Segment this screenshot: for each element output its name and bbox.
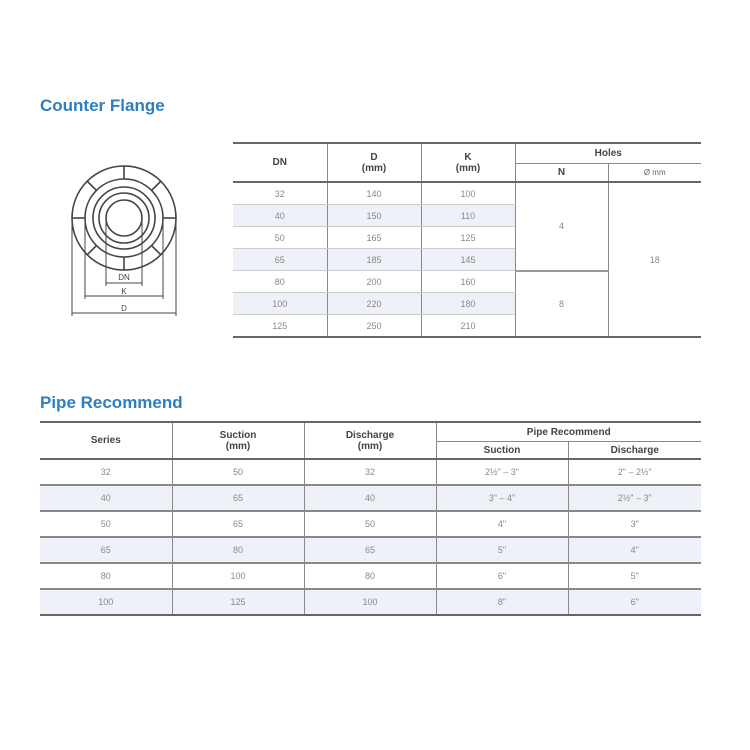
counter-flange-table	[233, 142, 701, 338]
cell-series: 100	[40, 589, 172, 615]
cell-d: 220	[327, 293, 421, 315]
table-row	[233, 182, 701, 205]
cell-series: 40	[40, 485, 172, 511]
cell-recommend-discharge: 4"	[568, 537, 701, 563]
header-recommend-suction: Suction	[436, 442, 568, 460]
cell-discharge: 40	[304, 485, 436, 511]
cell-suction: 80	[172, 537, 304, 563]
cell-d: 165	[327, 227, 421, 249]
flange-bore-circle	[106, 200, 142, 236]
table-row	[40, 459, 701, 485]
cell-suction: 65	[172, 485, 304, 511]
cell-d: 150	[327, 205, 421, 227]
header-series: Series	[40, 422, 172, 459]
cell-holes-diameter: 18	[608, 182, 701, 337]
k-dimension-label: K	[121, 287, 127, 296]
cell-recommend-discharge: 2" – 2½"	[568, 459, 701, 485]
cell-discharge: 80	[304, 563, 436, 589]
counter-flange-title: Counter Flange	[40, 96, 165, 115]
cell-series: 50	[40, 511, 172, 537]
cell-holes-n: 4	[515, 182, 608, 271]
header-holes: Holes	[515, 143, 701, 164]
cell-recommend-discharge: 2½" – 3"	[568, 485, 701, 511]
header-d: D (mm)	[327, 143, 421, 182]
header-holes-diameter: Ø mm	[608, 164, 701, 183]
header-k: K (mm)	[421, 143, 515, 182]
cell-dn: 32	[233, 182, 327, 205]
cell-d: 250	[327, 315, 421, 338]
flange-bolt-circle	[85, 179, 163, 257]
cell-discharge: 32	[304, 459, 436, 485]
header-dn: DN	[233, 143, 327, 182]
d-dimension-label: D	[121, 304, 127, 313]
cell-recommend-discharge: 5"	[568, 563, 701, 589]
cell-dn: 50	[233, 227, 327, 249]
cell-k: 110	[421, 205, 515, 227]
cell-series: 80	[40, 563, 172, 589]
table-row	[40, 511, 701, 537]
cell-d: 140	[327, 182, 421, 205]
cell-k: 160	[421, 271, 515, 293]
cell-holes-n: 8	[515, 271, 608, 338]
cell-series: 32	[40, 459, 172, 485]
cell-recommend-discharge: 6"	[568, 589, 701, 615]
cell-recommend-suction: 8"	[436, 589, 568, 615]
table-row	[40, 563, 701, 589]
cell-discharge: 65	[304, 537, 436, 563]
pipe-recommend-table	[40, 421, 701, 616]
header-recommend-discharge: Discharge	[568, 442, 701, 460]
cell-recommend-suction: 4"	[436, 511, 568, 537]
cell-dn: 65	[233, 249, 327, 271]
cell-recommend-suction: 3" – 4"	[436, 485, 568, 511]
header-pipe-recommend: Pipe Recommend	[436, 422, 701, 442]
cell-dn: 80	[233, 271, 327, 293]
cell-suction: 50	[172, 459, 304, 485]
cell-suction: 65	[172, 511, 304, 537]
cell-series: 65	[40, 537, 172, 563]
cell-k: 125	[421, 227, 515, 249]
header-holes-n: N	[515, 164, 608, 183]
pipe-recommend-title: Pipe Recommend	[40, 393, 183, 412]
cell-k: 210	[421, 315, 515, 338]
cell-dn: 125	[233, 315, 327, 338]
flange-diagram	[62, 158, 187, 320]
cell-recommend-discharge: 3"	[568, 511, 701, 537]
cell-suction: 125	[172, 589, 304, 615]
table-row	[40, 485, 701, 511]
cell-k: 100	[421, 182, 515, 205]
cell-dn: 100	[233, 293, 327, 315]
table-row	[40, 589, 701, 615]
dn-dimension-label: DN	[118, 273, 130, 282]
cell-discharge: 50	[304, 511, 436, 537]
cell-d: 185	[327, 249, 421, 271]
cell-recommend-suction: 2½" – 3"	[436, 459, 568, 485]
cell-d: 200	[327, 271, 421, 293]
cell-suction: 100	[172, 563, 304, 589]
cell-k: 180	[421, 293, 515, 315]
cell-discharge: 100	[304, 589, 436, 615]
header-discharge: Discharge (mm)	[304, 422, 436, 459]
table-row	[40, 537, 701, 563]
header-suction: Suction (mm)	[172, 422, 304, 459]
cell-k: 145	[421, 249, 515, 271]
cell-dn: 40	[233, 205, 327, 227]
cell-recommend-suction: 5"	[436, 537, 568, 563]
cell-recommend-suction: 6"	[436, 563, 568, 589]
